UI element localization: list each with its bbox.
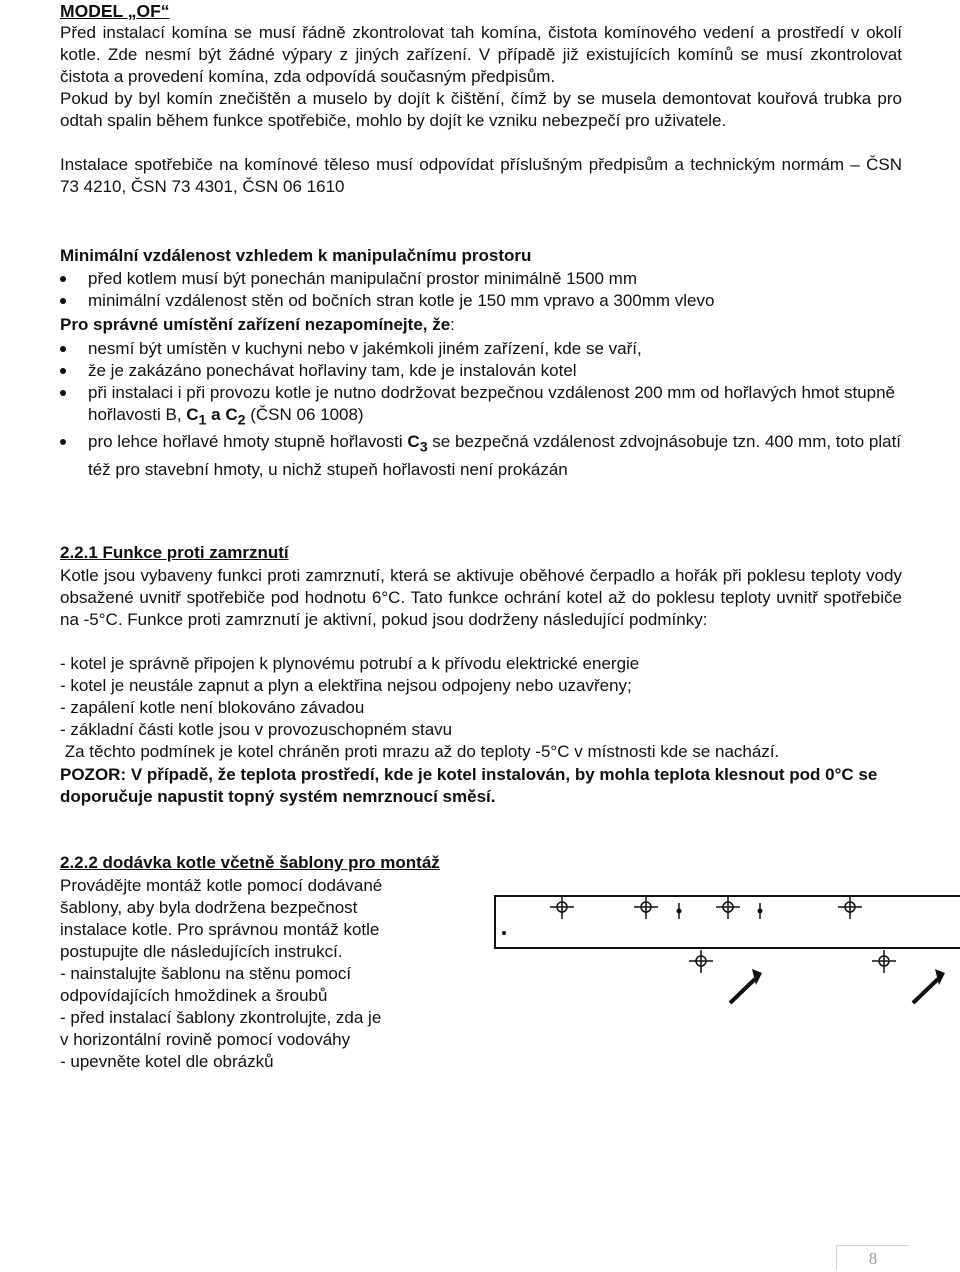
template-instructions [60, 875, 382, 1073]
template-heading: 2.2.2 dodávka kotle včetně šablony pro montáž [60, 853, 440, 872]
condition-line: - kotel je neustále zapnut a plyn a elektřina nejsou odpojeny nebo uzavřeny; [60, 676, 632, 695]
antifreeze-warning: POZOR: V případě, že teplota prostředí, kde je kotel instalován, by mohla teplota klesnout pod 0°C se doporučuje napustit topný systém nemrznoucí směsí. [60, 765, 878, 806]
bullet-text-end: (ČSN 06 1008) [245, 405, 364, 424]
class-c3-sub: 3 [419, 439, 428, 456]
class-c3: C [407, 432, 420, 452]
class-and: a [206, 405, 226, 424]
instruction-line: - upevněte kotel dle obrázků [60, 1052, 274, 1071]
model-paragraph-1: Před instalací komína se musí řádně zkontrolovat tah komína, čistota komínového vedení a prostředí v okolí kotle. Zde nesmí být žádné výpary z jiných zařízení. V případě již existujících komínů se musí zkontrolovat čistota a provedení komína, zda odpovídá současným předpisům. [60, 23, 902, 86]
instruction-line: Provádějte montáž kotle pomocí dodávané [60, 876, 383, 895]
placement-heading [60, 314, 455, 336]
bullet-text: pro lehce hořlavé hmoty stupně hořlavosti [88, 432, 408, 452]
list-item: nesmí být umístěn v kuchyni nebo v jakémkoli jiném zařízení, kde se vaří, [60, 338, 902, 360]
arrow-icon [913, 969, 945, 1003]
class-c2-sub: 2 [237, 412, 246, 429]
distance-heading: Minimální vzdálenost vzhledem k manipulačnímu prostoru [60, 246, 532, 265]
list-item: že je zakázáno ponechávat hořlaviny tam, kde je instalován kotel [60, 360, 902, 382]
instruction-line: šablony, aby byla dodržena bezpečnost [60, 898, 358, 917]
template-dot [502, 931, 506, 935]
pin-mark [758, 903, 763, 919]
placement-bullet-list [60, 338, 902, 481]
crosshair-mark [716, 897, 740, 919]
instruction-line: odpovídajících hmoždinek a šroubů [60, 986, 328, 1005]
instruction-line: postupujte dle následujících instrukcí. [60, 942, 343, 961]
list-item: minimální vzdálenost stěn od bočních stran kotle je 150 mm vpravo a 300mm vlevo [60, 290, 902, 312]
pin-mark [677, 903, 682, 919]
distance-bullet-list [60, 268, 902, 312]
crosshair-mark [872, 950, 896, 973]
antifreeze-heading: 2.2.1 Funkce proti zamrznutí [60, 543, 289, 562]
model-paragraph-3: Instalace spotřebiče na komínové těleso musí odpovídat příslušným předpisům a technickým normám – ČSN 73 4210, ČSN 73 4301, ČSN 06 1610 [60, 155, 902, 196]
class-c1: C [186, 405, 199, 424]
placement-heading-colon: : [450, 315, 455, 334]
condition-line: - zapálení kotle není blokováno závadou [60, 698, 365, 717]
antifreeze-conditions [60, 653, 639, 741]
bullet-text: při instalaci i při provozu kotle je nutno dodržovat bezpečnou vzdálenost 200 mm od hořlavých hmot stupně hořlavosti B, [88, 383, 896, 424]
list-item: před kotlem musí být ponechán manipulační prostor minimálně 1500 mm [60, 268, 902, 290]
antifreeze-closing: Za těchto podmínek je kotel chráněn proti mrazu až do teploty -5°C v místnosti kde se nachází. [60, 742, 780, 761]
list-item-distance-400 [60, 431, 902, 480]
crosshair-mark [689, 950, 713, 973]
model-paragraph-2: Pokud by byl komín znečištěn a muselo by dojít k čištění, čímž by se musela demontovat kouřová trubka pro odtah spalin během funkce spotřebiče, mohlo by dojít ke vzniku nebezpečí pro uživatele. [60, 89, 902, 130]
instruction-line: v horizontální rovině pomocí vodováhy [60, 1030, 351, 1049]
condition-line: - kotel je správně připojen k plynovému potrubí a k přívodu elektrické energie [60, 654, 640, 673]
page-number: 8 [836, 1245, 909, 1270]
antifreeze-intro: Kotle jsou vybaveny funkci proti zamrznutí, která se aktivuje oběhové čerpadlo a hořák při poklesu teploty vody obsažené uvnitř spotřebiče pod hodnotu 6°C. Tato funkce ochrání kotel až do poklesu teploty uvnitř spotřebiče na -5°C. Funkce proti zamrznutí je aktivní, pokud jsou dodrženy následující podmínky: [60, 566, 902, 629]
placement-heading-text: Pro správné umístění zařízení nezapomínejte, že [60, 315, 451, 334]
condition-line: - základní části kotle jsou v provozuschopném stavu [60, 720, 453, 739]
crosshair-mark [550, 897, 574, 919]
crosshair-mark [838, 897, 862, 919]
model-title: MODEL „OF“ [60, 1, 170, 21]
instruction-line: - před instalací šablony zkontrolujte, zda je [60, 1008, 382, 1027]
instruction-line: - nainstalujte šablonu na stěnu pomocí [60, 964, 352, 983]
mounting-template-figure [492, 893, 960, 1005]
bullet-text-end: se bezpečná vzdálenost zdvojnásobuje tzn. 400 mm, toto platí též pro stavební hmoty, u nichž stupeň hořlavosti není prokázán [88, 432, 902, 479]
list-item-distance-200 [60, 382, 902, 431]
instruction-line: instalace kotle. Pro správnou montáž kotle [60, 920, 380, 939]
crosshair-mark [634, 897, 658, 919]
class-c1-sub: 1 [198, 412, 207, 429]
arrow-icon [730, 969, 762, 1003]
class-c2: C [225, 405, 238, 424]
